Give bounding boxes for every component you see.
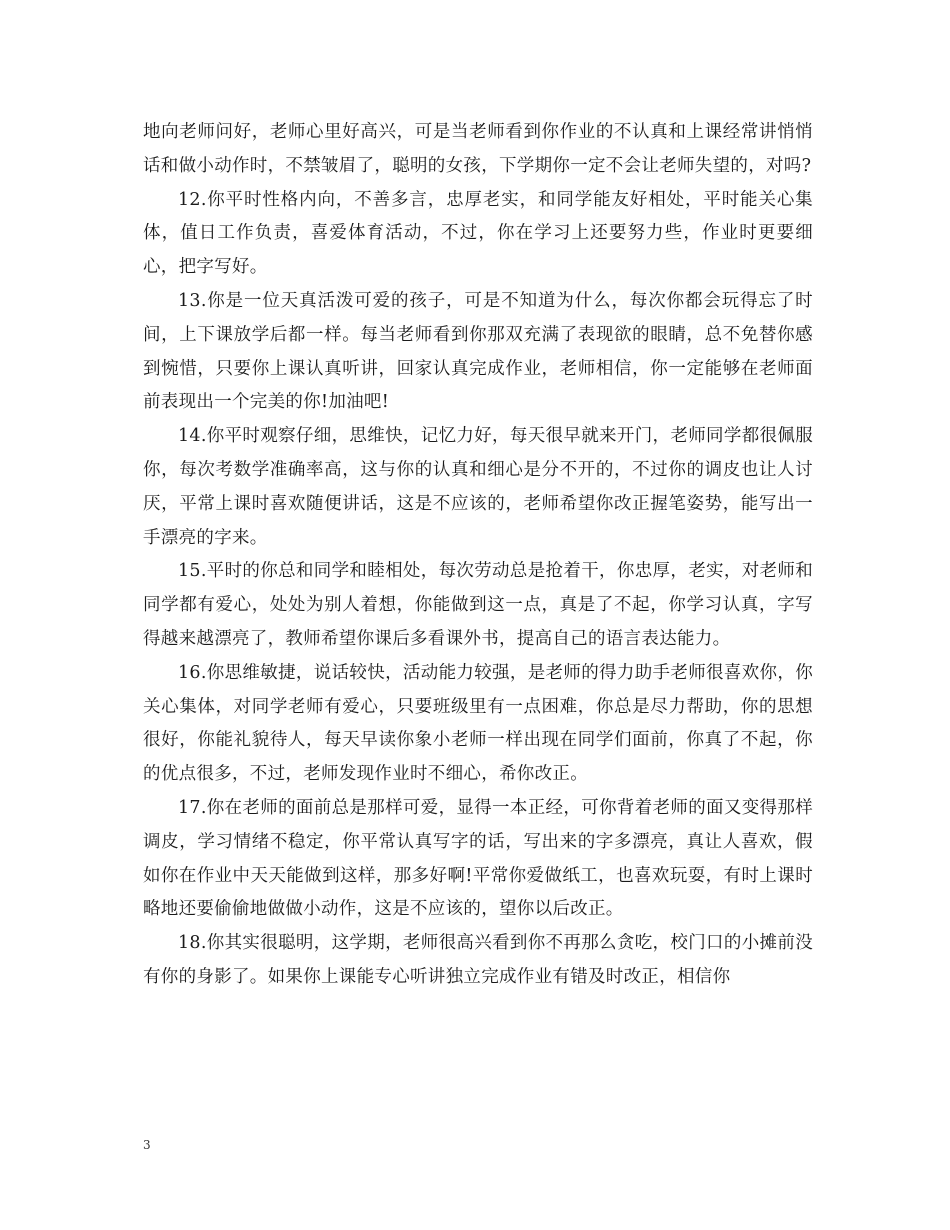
paragraph-12: 12.你平时性格内向，不善多言，忠厚老实，和同学能友好相处，平时能关心集体，值日工作负责，喜爱体育活动，不过，你在学习上还要努力些，作业时更要细心，把字写好。 <box>143 189 813 278</box>
paragraph-13: 13.你是一位天真活泼可爱的孩子，可是不知道为什么，每次你都会玩得忘了时间，上下课放学后都一样。每当老师看到你那双充满了表现欲的眼睛，总不免替你感到惋惜，只要你上课认真听讲，回家认真完成作业，老师相信，你一定能够在老师面前表现出一个完美的你!加油吧! <box>143 290 813 413</box>
paragraph-continuation: 地向老师问好，老师心里好高兴，可是当老师看到你作业的不认真和上课经常讲悄悄话和做小动作时，不禁皱眉了，聪明的女孩，下学期你一定不会让老师失望的，对吗? <box>143 122 813 176</box>
paragraph-16: 16.你思维敏捷，说话较快，活动能力较强，是老师的得力助手老师很喜欢你，你关心集体，对同学老师有爱心，只要班级里有一点困难，你总是尽力帮助，你的思想很好，你能礼貌待人，每天早读你象小老师一样出现在同学们面前，你真了不起，你的优点很多，不过，老师发现作业时不细心，希你改正。 <box>143 662 813 785</box>
paragraph-14: 14.你平时观察仔细，思维快，记忆力好，每天很早就来开门，老师同学都很佩服你，每次考数学准确率高，这与你的认真和细心是分不开的，不过你的调皮也让人讨厌，平常上课时喜欢随便讲话，这是不应该的，老师希望你改正握笔姿势，能写出一手漂亮的字来。 <box>143 426 813 548</box>
paragraph-15: 15.平时的你总和同学和睦相处，每次劳动总是抢着干，你忠厚，老实，对老师和同学都有爱心，处处为别人着想，你能做到这一点，真是了不起，你学习认真，字写得越来越漂亮了，教师希望你课后多看课外书，提高自己的语言表达能力。 <box>143 561 813 649</box>
paragraph-18: 18.你其实很聪明，这学期，老师很高兴看到你不再那么贪吃，校门口的小摊前没有你的身影了。如果你上课能专心听讲独立完成作业有错及时改正，相信你 <box>143 933 813 987</box>
page-number: 3 <box>143 1138 151 1152</box>
document-body <box>143 116 813 995</box>
paragraph-17: 17.你在老师的面前总是那样可爱，显得一本正经，可你背着老师的面又变得那样调皮，学习情绪不稳定，你平常认真写字的话，写出来的字多漂亮，真让人喜欢，假如你在作业中天天能做到这样，那多好啊!平常你爱做纸工，也喜欢玩耍，有时上课时略地还要偷偷地做做小动作，这是不应该的，望你以后改正。 <box>143 797 813 920</box>
